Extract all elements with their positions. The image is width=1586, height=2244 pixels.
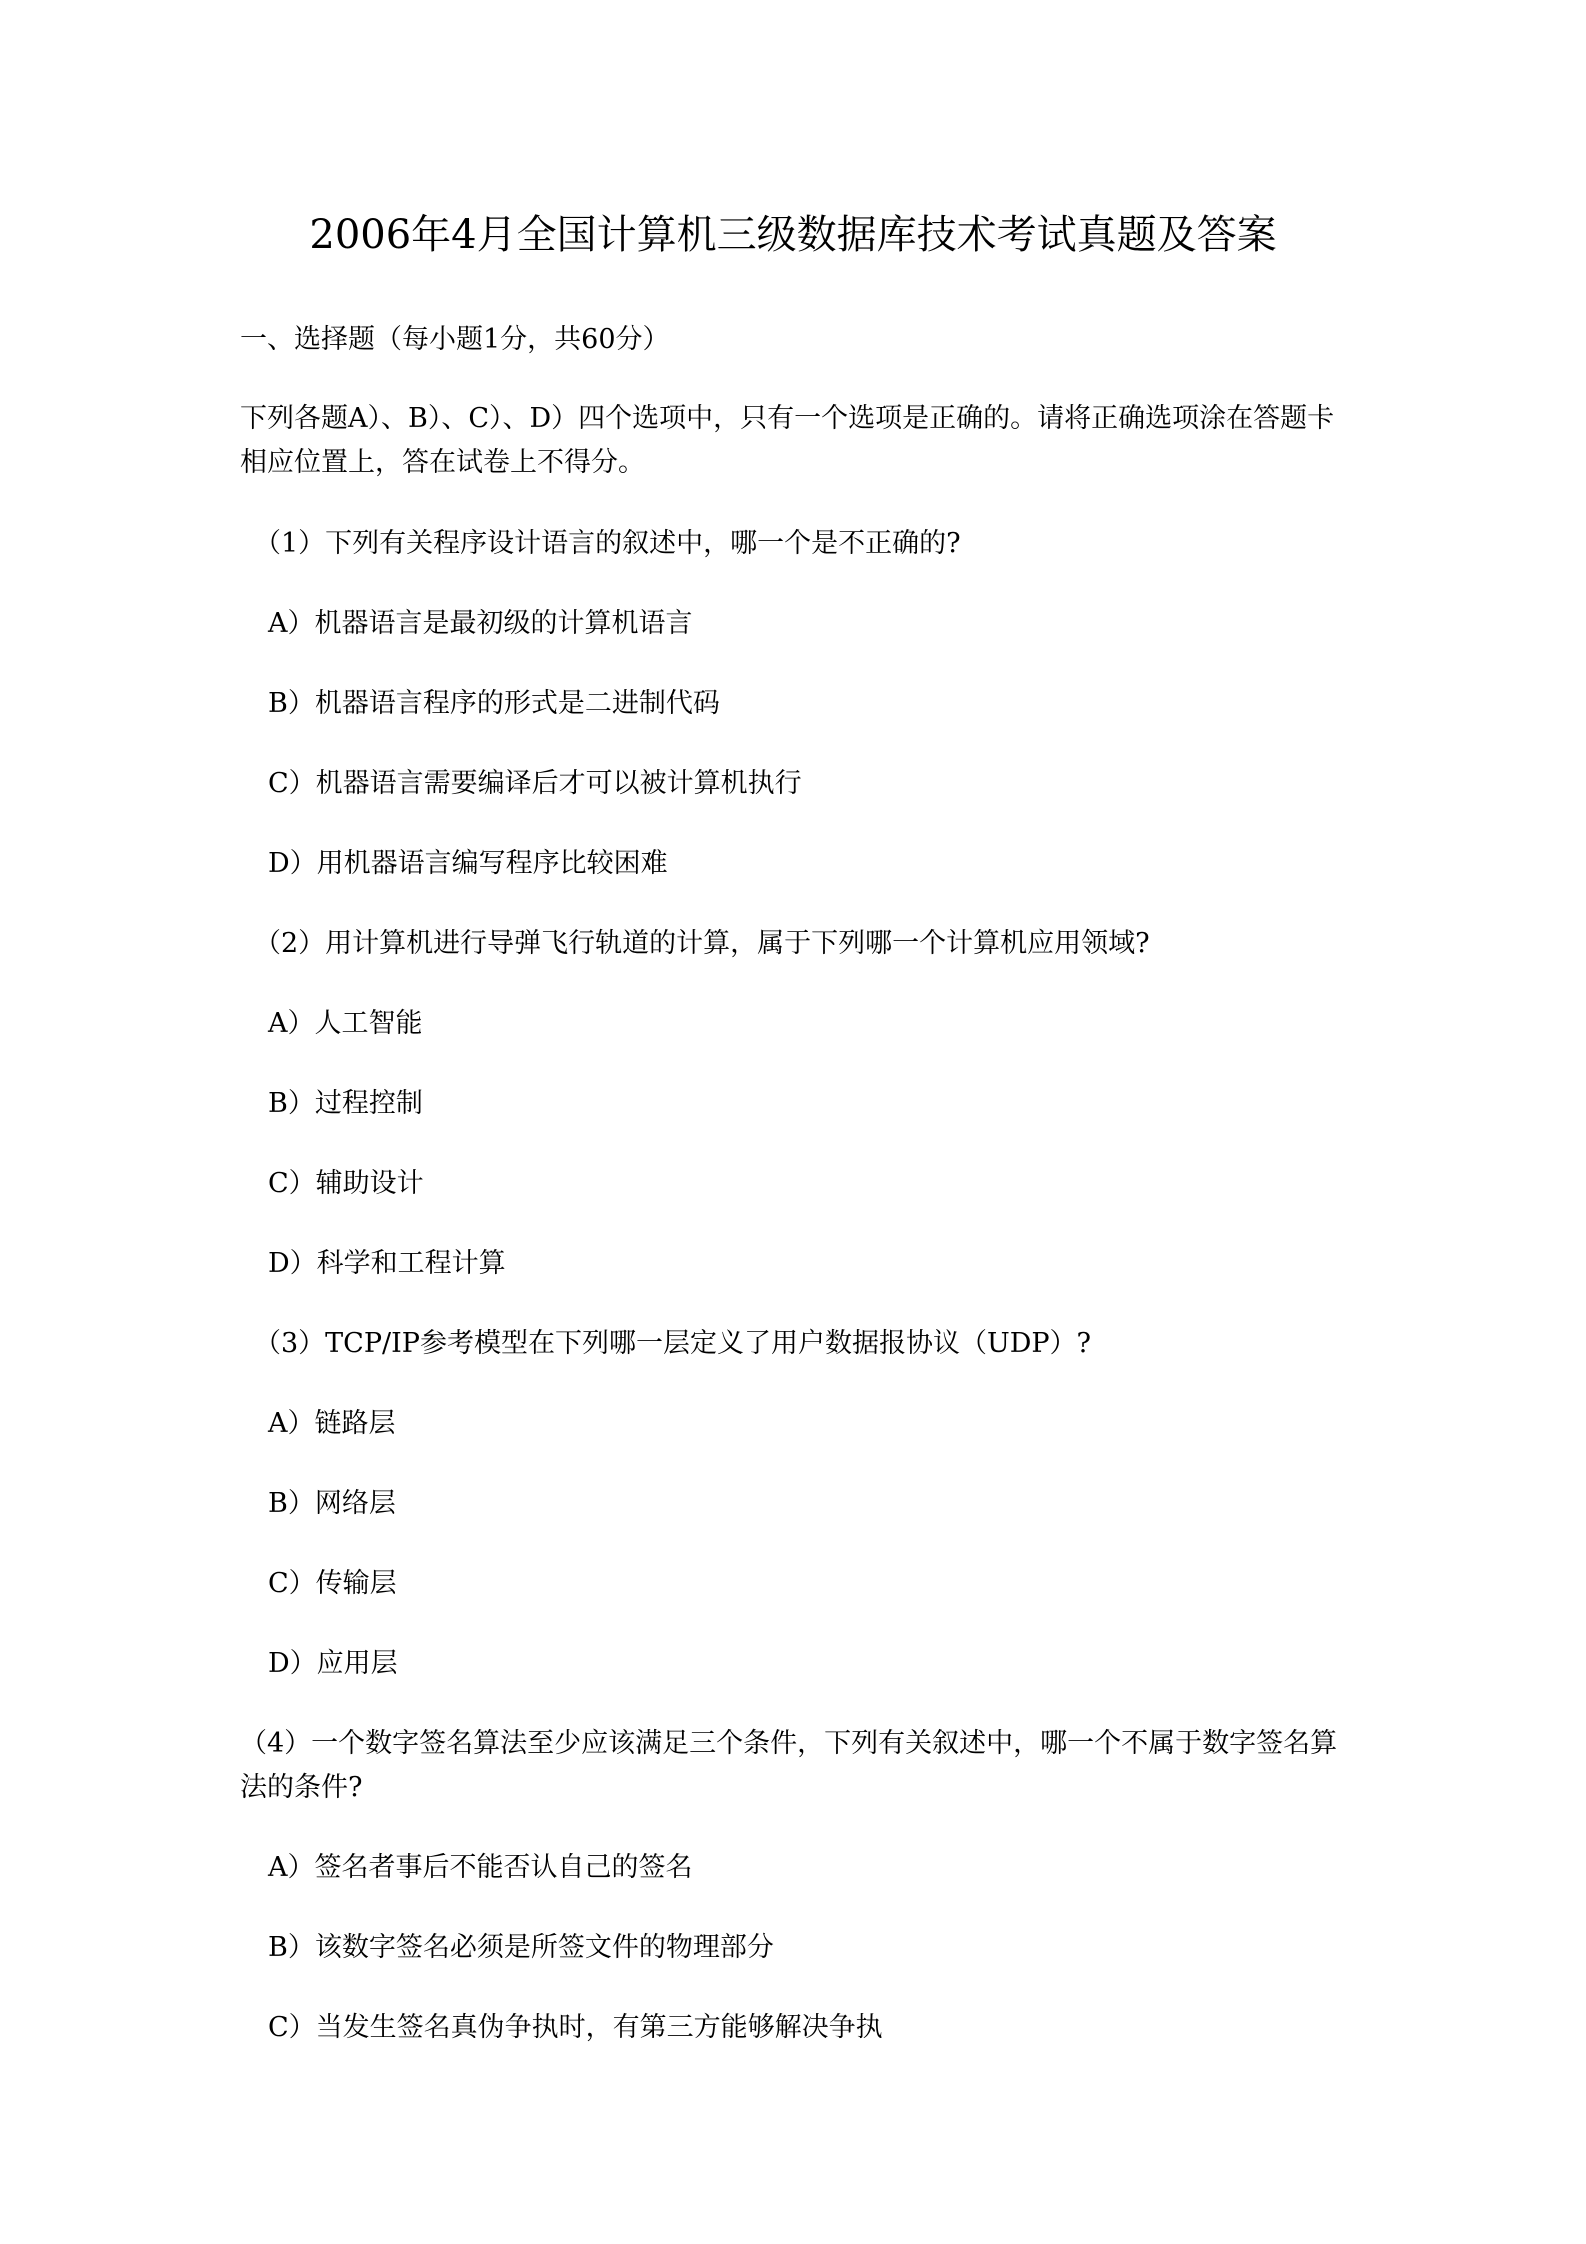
question-2-stem: （2）用计算机进行导弹飞行轨道的计算，属于下列哪一个计算机应用领域? xyxy=(254,928,1150,959)
section-heading: 一、选择题（每小题1分，共60分） xyxy=(240,324,670,355)
question-1-stem: （1）下列有关程序设计语言的叙述中，哪一个是不正确的? xyxy=(254,528,961,559)
document-title: 2006年4月全国计算机三级数据库技术考试真题及答案 xyxy=(309,212,1277,258)
question-3-stem: （3）TCP/IP参考模型在下列哪一层定义了用户数据报协议（UDP）? xyxy=(254,1328,1091,1359)
question-4-option-c: C）当发生签名真伪争执时，有第三方能够解决争执 xyxy=(268,2012,883,2043)
question-2-option-c: C）辅助设计 xyxy=(268,1168,424,1199)
question-3-option-d: D）应用层 xyxy=(268,1648,398,1679)
question-3-option-b: B）网络层 xyxy=(268,1488,396,1519)
question-1-option-d: D）用机器语言编写程序比较困难 xyxy=(268,848,668,879)
question-3-option-c: C）传输层 xyxy=(268,1568,397,1599)
question-1-option-a: A）机器语言是最初级的计算机语言 xyxy=(268,608,693,639)
question-1-option-c: C）机器语言需要编译后才可以被计算机执行 xyxy=(268,768,802,799)
question-1-option-b: B）机器语言程序的形式是二进制代码 xyxy=(268,688,720,719)
instructions-paragraph: 下列各题A）、B）、C）、D）四个选项中，只有一个选项是正确的。请将正确选项涂在答题卡相应位置上，答在试卷上不得分。 xyxy=(240,403,1335,478)
question-4-option-b: B）该数字签名必须是所签文件的物理部分 xyxy=(268,1932,774,1963)
question-2-option-b: B）过程控制 xyxy=(268,1088,423,1119)
question-3-option-a: A）链路层 xyxy=(268,1408,396,1439)
question-2-option-d: D）科学和工程计算 xyxy=(268,1248,506,1279)
question-2-option-a: A）人工智能 xyxy=(268,1008,423,1039)
question-4-stem: （4）一个数字签名算法至少应该满足三个条件，下列有关叙述中，哪一个不属于数字签名算法的条件? xyxy=(240,1728,1338,1803)
question-4-option-a: A）签名者事后不能否认自己的签名 xyxy=(268,1852,693,1883)
